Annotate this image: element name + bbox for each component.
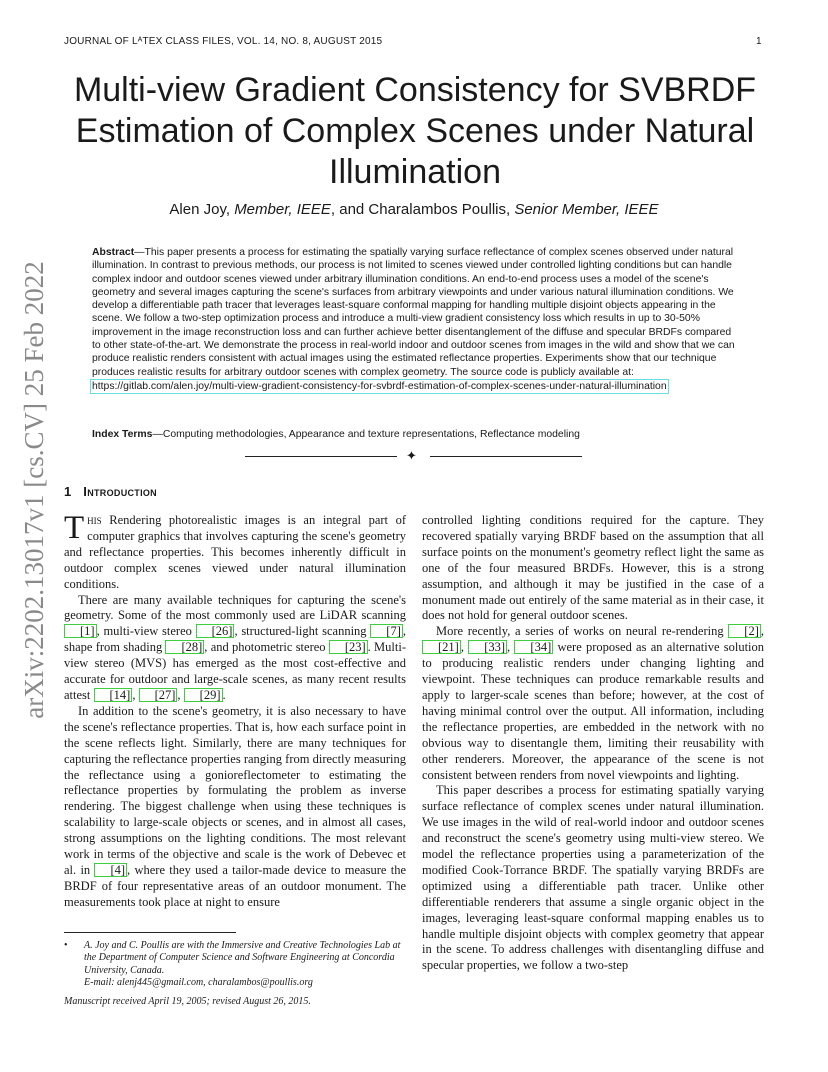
page-number: 1 bbox=[756, 36, 762, 47]
author-connector: , and Charalambos Poullis, bbox=[330, 201, 515, 218]
paragraph-text: , bbox=[132, 687, 139, 702]
section-title: Introduction bbox=[83, 484, 157, 499]
drop-cap: T bbox=[64, 510, 85, 546]
citation-link[interactable]: [2] bbox=[728, 624, 761, 638]
citation-link[interactable]: [14] bbox=[94, 688, 133, 702]
paragraph-text: More recently, a series of works on neural re-rendering bbox=[436, 624, 729, 639]
intro-paragraph-5: This paper describes a process for estimating spatially varying surface reflectance of complex scenes under natural illumination. We use images in the wild of real-world indoor and outdoor scenes and reconstruct the scene's geometry using multi-view stereo. We model the reflectance properties using a parameterization of the modified Cook-Torrance BRDF. The spatially varying BRDFs are optimized using a differentiable path tracer. Unlike other differentiable renderers that assume a single organic object in the images, leveraging least-square conformal mapping enables us to handle multiple disjoint objects with complex geometry that appear in the scene. To address challenges with disentangling diffuse and specular properties, we follow a two-step bbox=[422, 783, 764, 973]
index-terms-text: —Computing methodologies, Appearance and texture representations, Reflectance modeling bbox=[152, 429, 580, 440]
paper-title: Multi-view Gradient Consistency for SVBRDF Estimation of Complex Scenes under Natural Illumination bbox=[73, 71, 757, 191]
citation-link[interactable]: [27] bbox=[139, 688, 178, 702]
author-line bbox=[64, 201, 764, 218]
citation-link[interactable]: [33] bbox=[468, 640, 507, 654]
footnote-rule bbox=[64, 932, 236, 933]
left-column bbox=[64, 510, 406, 911]
citation-link[interactable]: [1] bbox=[64, 624, 97, 638]
paragraph-text: , bbox=[507, 640, 515, 655]
paragraph-text: , bbox=[760, 624, 764, 639]
paragraph-text: . Multi-view stereo (MVS) has emerged as the most cost-effective and accurate for outdoor and large-scale scenes, as many recent results attest bbox=[64, 640, 406, 702]
paragraph-text: Rendering photorealistic images is an integral part of computer graphics that involves capturing the scene's geometry and reflectance properties. This becomes inherently difficult in outdoor complex scenes viewed under natural illumination conditions. bbox=[64, 513, 406, 591]
citation-link[interactable]: [34] bbox=[514, 640, 553, 654]
manuscript-note: Manuscript received April 19, 2005; revised August 26, 2015. bbox=[64, 996, 311, 1007]
intro-paragraph-continued: controlled lighting conditions required for the capture. They recovered spatially varying BRDF based on the assumption that all surface points on the monument's geometry reflect light the same as one of the four measured BRDFs. However, this is a strong assumption, and although it may be justified in the case of a monument made out entirely of the same material as in their case, it does not hold for general outdoor scenes. bbox=[422, 513, 764, 623]
paragraph-text: , multi-view stereo bbox=[96, 624, 196, 639]
right-column bbox=[422, 513, 764, 974]
abstract-text: —This paper presents a process for estimating the spatially varying surface reflectance of complex scenes observed under natural illumination. In contrast to previous methods, our process is not limited to scenes viewed under controlled lighting conditions but can handle complex indoor and outdoor scenes viewed under arbitrary illumination conditions. An end-to-end process uses a model of the scene's geometry and several images capturing the scene's surfaces from arbitrary viewpoints and under various natural illumination conditions. We develop a differentiable path tracer that leverages least-square conformal mapping for handling multiple disjoint objects appearing in the scene. We follow a two-step optimization process and introduce a multi-view gradient consistency loss which results in up to 30-50% improvement in the image reconstruction loss and can further achieve better disentanglement of the diffuse and specular BRDFs compared to other state-of-the-art. We demonstrate the process in real-world indoor and outdoor scenes from images in the wild and show that we can produce realistic renders consistent with actual images using the estimated reflectance properties. Experiments show that our technique produces realistic results for arbitrary outdoor scenes with complex geometry. The source code is publicly available at: bbox=[92, 247, 735, 378]
footnote-bullet: • bbox=[64, 940, 68, 951]
citation-link[interactable]: [4] bbox=[94, 863, 127, 877]
author-1-role: Member, IEEE bbox=[234, 201, 331, 218]
author-1-name: Alen Joy, bbox=[169, 201, 235, 218]
paragraph-text: , and photometric stereo bbox=[204, 640, 329, 655]
citation-link[interactable]: [23] bbox=[329, 640, 368, 654]
intro-paragraph-3 bbox=[64, 704, 406, 911]
drop-cap-continuation: his bbox=[87, 513, 102, 527]
paragraph-text: In addition to the scene's geometry, it is also necessary to have the scene's reflectance properties. That is, how each surface point in the scene reflects light. Similarly, there are many techniques for capturing the reflectance properties ranging from directly measuring the reflectance using a gonioreflectometer to estimating the reflectance properties by formulating the problem as inverse rendering. The biggest challenge when using these techniques is scalability to large-scale objects or scenes, and in almost all cases, strong assumptions on the lighting conditions. The most relevant work in terms of the objective and scale is the work of Debevec et al. in bbox=[64, 703, 406, 877]
section-number: 1 bbox=[64, 484, 72, 499]
paragraph-text: . bbox=[222, 687, 226, 702]
intro-paragraph-2 bbox=[64, 593, 406, 704]
intro-paragraph-4 bbox=[422, 624, 764, 783]
citation-link[interactable]: [29] bbox=[184, 688, 223, 702]
email-text: E-mail: alenj445@gmail.com, charalambos@poullis.org bbox=[84, 977, 313, 989]
footnote-text bbox=[84, 940, 408, 990]
author-affiliation-footnote bbox=[64, 940, 408, 990]
source-code-link[interactable]: https://gitlab.com/alen.joy/multi-view-gradient-consistency-for-svbrdf-estimation-of-complex-scenes-under-natural-illumination bbox=[90, 379, 669, 394]
abstract-label: Abstract bbox=[92, 247, 135, 258]
abstract bbox=[92, 246, 740, 394]
divider-rule-right bbox=[430, 456, 582, 457]
running-head: JOURNAL OF LᴬTEX CLASS FILES, VOL. 14, NO. 8, AUGUST 2015 bbox=[64, 36, 383, 47]
citation-link[interactable]: [28] bbox=[165, 640, 204, 654]
paragraph-text: , structured-light scanning bbox=[234, 624, 371, 639]
paragraph-text: , bbox=[460, 640, 469, 655]
index-terms-label: Index Terms bbox=[92, 429, 153, 440]
paragraph-text: , bbox=[177, 687, 184, 702]
paragraph-text: , shape from shading bbox=[64, 624, 406, 655]
section-heading bbox=[64, 484, 157, 499]
affiliation-text: A. Joy and C. Poullis are with the Immersive and Creative Technologies Lab at the Department of Computer Science and Software Engineering at Concordia University, Canada. bbox=[84, 940, 401, 976]
paragraph-text: , where they used a tailor-made device to measure the BRDF of four representative areas of an outdoor monument. The measurements took place at night to ensure bbox=[64, 862, 406, 909]
divider-ornament: ✦ bbox=[406, 448, 417, 463]
author-2-role: Senior Member, IEEE bbox=[514, 201, 659, 218]
citation-link[interactable]: [7] bbox=[370, 624, 403, 638]
paragraph-text: were proposed as an alternative solution to producing realistic renders under changing lighting and viewpoint. These techniques can produce remarkable results and apply to larger-scale scenes than before; however, at the cost of having minimal control over the output. All information, including the reflectance properties, are embedded in the network with no obvious way to disentangle them, limiting their reusability with other renderers. Moreover, the appearance of the scene is not consistent between renders from novel viewpoints and lighting. bbox=[422, 640, 765, 782]
citation-link[interactable]: [21] bbox=[422, 640, 461, 654]
divider-rule-left bbox=[245, 456, 397, 457]
index-terms bbox=[92, 429, 740, 440]
citation-link[interactable]: [26] bbox=[196, 624, 235, 638]
intro-paragraph-1 bbox=[64, 510, 406, 593]
arxiv-identifier-stamp: arXiv:2202.13017v1 [cs.CV] 25 Feb 2022 bbox=[19, 261, 49, 719]
paragraph-text: There are many available techniques for capturing the scene's geometry. Some of the most commonly used are LiDAR scanning bbox=[64, 592, 406, 623]
